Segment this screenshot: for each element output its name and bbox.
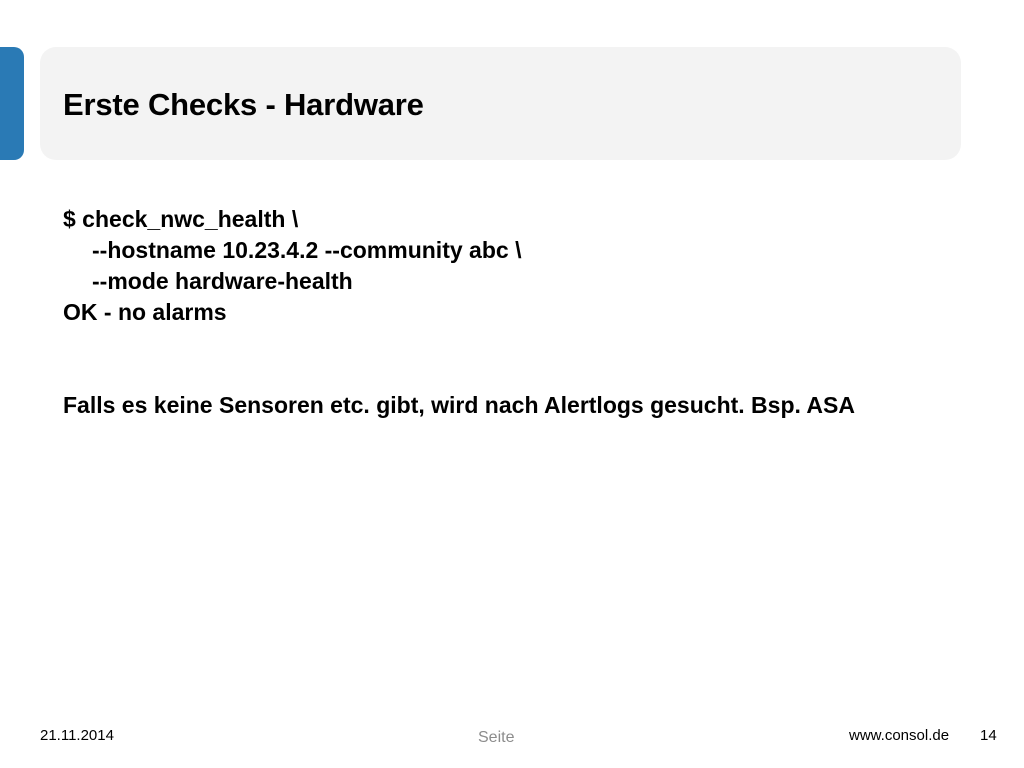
command-line: $ check_nwc_health \ xyxy=(63,206,299,232)
slide-title: Erste Checks - Hardware xyxy=(63,87,424,122)
note-text: Falls es keine Sensoren etc. gibt, wird nach Alertlogs gesucht. Bsp. ASA xyxy=(63,392,855,418)
footer-page-label: Seite xyxy=(478,729,515,746)
command-line-hostname: --hostname 10.23.4.2 --community abc \ xyxy=(92,237,522,263)
footer-website: www.consol.de xyxy=(849,727,950,744)
command-output: OK - no alarms xyxy=(63,299,227,325)
spacer xyxy=(63,328,963,390)
slide-body xyxy=(63,204,963,421)
footer-date: 21.11.2014 xyxy=(40,727,114,744)
title-accent-bar xyxy=(0,47,24,160)
footer-page-number: 14 xyxy=(980,727,997,744)
command-line-mode: --mode hardware-health xyxy=(92,268,353,294)
